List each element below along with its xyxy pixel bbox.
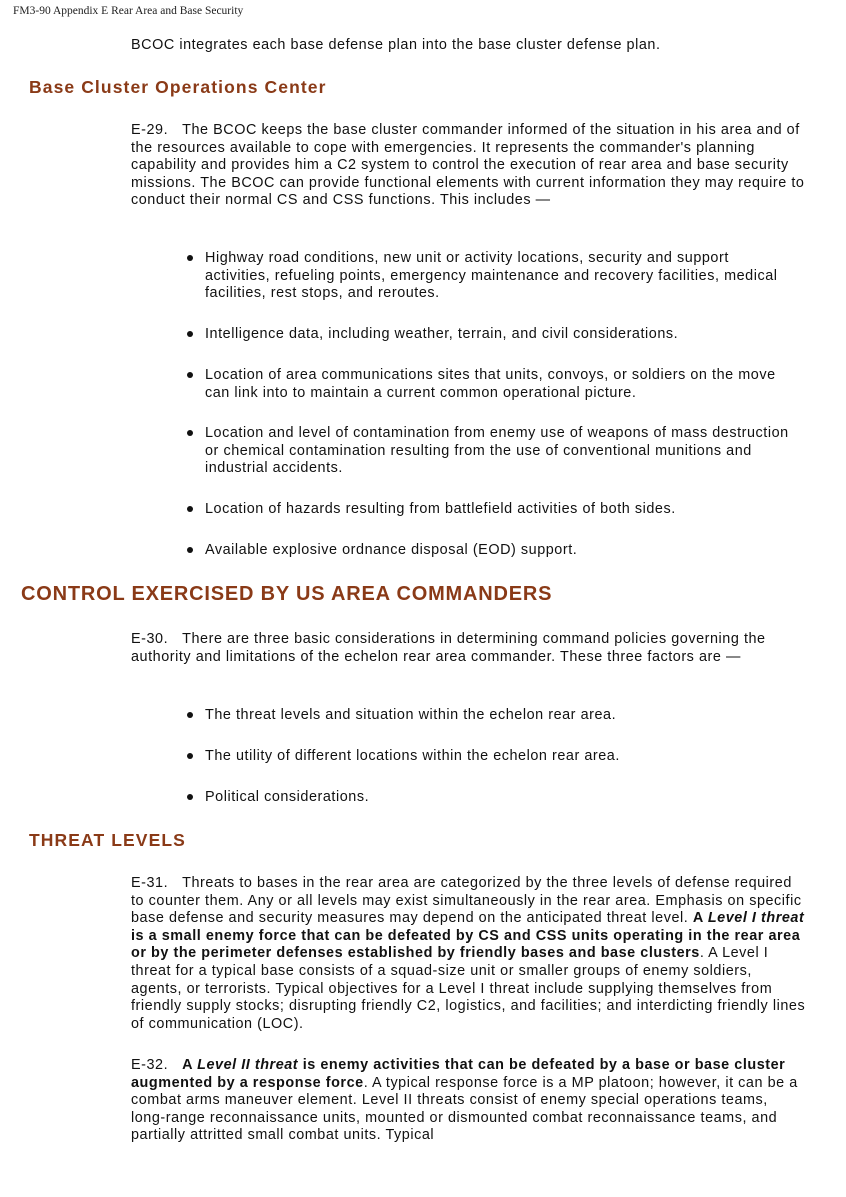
paragraph-e31 [131,875,807,1033]
term-level-i-threat: Level I threat [707,910,805,927]
list-item-text: The utility of different locations within the echelon rear area. [205,748,620,764]
list-item-text: Available explosive ordnance disposal (EOD) support. [205,542,578,558]
heading-threat-levels: THREAT LEVELS [29,830,186,850]
paragraph-text: Threats to bases in the rear area are categorized by the three levels of defense required to counter them. Any or all levels may exist simultaneously in the rear area. Emphasis on specific base defense and security measures may depend on the anticipated threat level. [131,875,802,927]
bullet-icon [187,331,193,337]
paragraph-number: E-30. [131,631,169,647]
list-item-text: Location and level of contamination from enemy use of weapons of mass destruction or chemical contamination resulting from the use of conventional munitions and industrial accidents. [205,425,789,477]
paragraph-e30 [131,631,807,666]
paragraph-e32 [131,1057,807,1145]
list-item-text: Political considerations. [205,789,370,805]
paragraph-e29 [131,122,807,210]
paragraph-number: E-32. [131,1057,169,1073]
bullet-icon [187,430,193,436]
bullet-icon [187,372,193,378]
paragraph-number: E-29. [131,122,169,138]
paragraph-number: E-31. [131,875,169,891]
bold-text: is a small enemy force that can be defeated by CS and CSS units operating in the rear area or by the perimeter defenses established by friendly bases and base clusters [131,927,801,962]
bold-text: is enemy activities that can be defeated by a base or base cluster augmented by a response force [131,1057,786,1091]
bold-text: A [182,1057,198,1073]
list-item-text: The threat levels and situation within the echelon rear area. [205,707,617,723]
paragraph-text: There are three basic considerations in determining command policies governing the authority and limitations of the echelon rear area commander. These three factors are — [131,631,766,665]
bullet-icon [187,712,193,718]
heading-base-cluster-operations-center: Base Cluster Operations Center [29,77,327,97]
running-head: FM3-90 Appendix E Rear Area and Base Security [13,5,244,17]
term-level-ii-threat: Level II threat [197,1057,299,1073]
paragraph-text: . A typical response force is a MP platoon; however, it can be a combat arms maneuver element. Level II threats consist of enemy special operations teams, long-range reconnaissance units, mounted or dismounted combat reconnaissance teams, and partially attritted small combat units. Typical [131,1074,798,1144]
paragraph-text: The BCOC keeps the base cluster commander informed of the situation in his area and of the resources available to cope with emergencies. It represents the commander's planning capability and provides him a C2 system to control the execution of rear area and base security missions. The BCOC can provide functional elements with current information they may require to conduct their normal CS and CSS functions. This includes — [131,122,805,209]
bold-text: A [692,910,708,927]
list-item-text: Location of area communications sites that units, convoys, or soldiers on the move can link into to maintain a current common operational picture. [205,367,776,401]
bullet-icon [187,753,193,759]
bullet-icon [187,794,193,800]
list-item-text: Highway road conditions, new unit or activity locations, security and support activities, refueling points, emergency maintenance and recovery facilities, medical facilities, rest stops, and reroutes. [205,250,778,302]
intro-line: BCOC integrates each base defense plan into the base cluster defense plan. [131,37,661,53]
heading-control-exercised: CONTROL EXERCISED BY US AREA COMMANDERS [21,583,553,605]
bullet-icon [187,506,193,512]
bullet-icon [187,547,193,553]
list-item-text: Location of hazards resulting from battlefield activities of both sides. [205,501,676,517]
bullet-icon [187,255,193,261]
paragraph-text: . A Level I threat for a typical base consists of a squad-size unit or smaller groups of enemy soldiers, agents, or terrorists. Typical objectives for a Level I threat include supplying themselves from friendly supply stocks; disrupting friendly C2, logistics, and facilities; and interdicting friendly lines of communication (LOC). [131,945,806,1032]
list-item-text: Intelligence data, including weather, terrain, and civil considerations. [205,326,679,342]
